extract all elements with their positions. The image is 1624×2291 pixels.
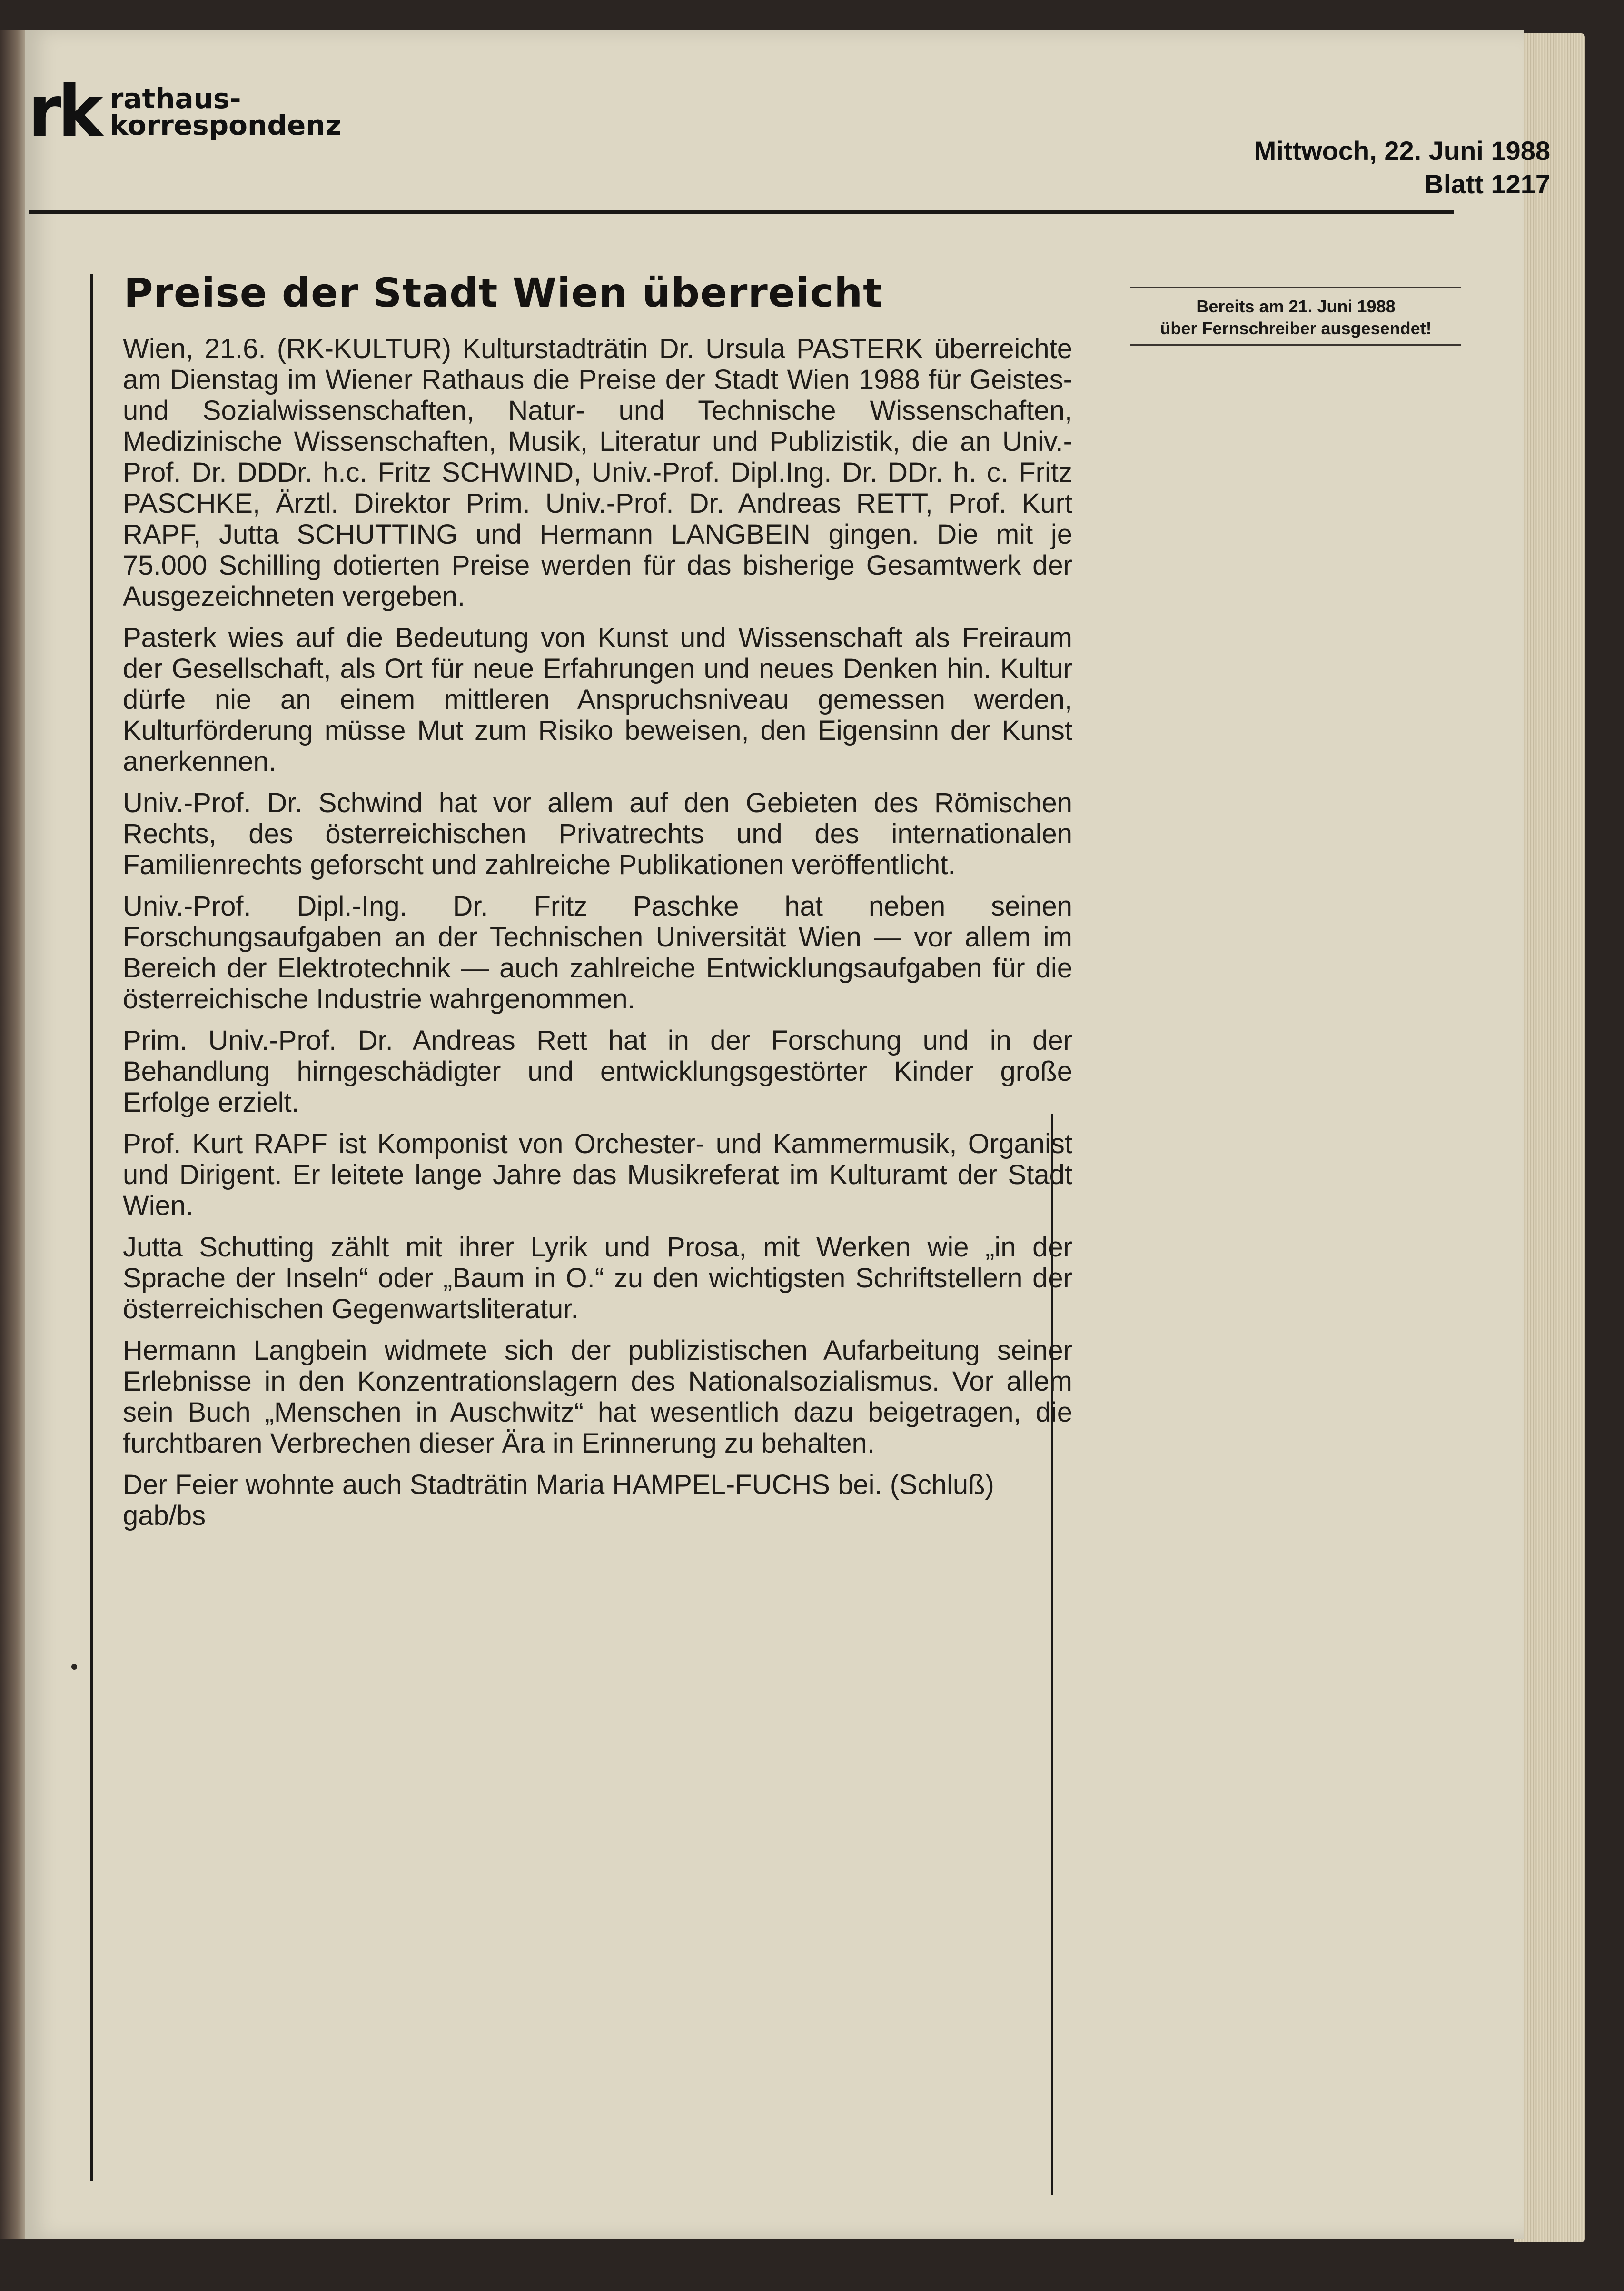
article-body	[123, 333, 1072, 1542]
logo-line-2: korrespondenz	[109, 109, 342, 141]
paragraph: Jutta Schutting zählt mit ihrer Lyrik und Prosa, mit Werken wie „in der Sprache der Inseln“ oder „Baum in O.“ zu den wichtigsten Schriftstellern der österreichischen Gegenwartsliteratur.	[123, 1232, 1072, 1325]
date-block	[1254, 134, 1550, 201]
distribution-note	[1130, 287, 1461, 346]
punch-mark	[71, 1664, 77, 1670]
page-stack-edge	[1514, 33, 1585, 2242]
logo-text	[109, 82, 342, 141]
column-rule-left	[90, 274, 93, 2181]
issue-date: Mittwoch, 22. Juni 1988	[1254, 136, 1550, 166]
paragraph: Univ.-Prof. Dipl.-Ing. Dr. Fritz Paschke hat neben seinen Forschungsaufgaben an der Technischen Universität Wien — vor allem im Bereich der Elektrotechnik — auch zahlreiche Entwicklungsaufgaben für die österreichische Industrie wahrgenommen.	[123, 891, 1072, 1015]
logo	[26, 70, 342, 153]
article-title: Preise der Stadt Wien überreicht	[124, 269, 883, 316]
paragraph: Pasterk wies auf die Bedeutung von Kunst und Wissenschaft als Freiraum der Gesellschaft, als Ort für neue Erfahrungen und neues Denken hin. Kultur dürfe nie an einem mittleren Anspruchsniveau gemessen werden, Kulturförderung müsse Mut zum Risiko beweisen, den Eigensinn der Kunst anerkennen.	[123, 622, 1072, 777]
book-binding	[0, 30, 29, 2239]
signature: gab/bs	[123, 1500, 206, 1531]
sheet-number: Blatt 1217	[1424, 169, 1550, 199]
logo-mark: rk	[28, 70, 99, 153]
paragraph: Prof. Kurt RAPF ist Komponist von Orchester- und Kammermusik, Organist und Dirigent. Er leitete lange Jahre das Musikreferat im Kulturamt der Stadt Wien.	[123, 1128, 1072, 1221]
paragraph: Hermann Langbein widmete sich der publizistischen Aufarbeitung seiner Erlebnisse in den Konzentrationslagern des Nationalsozialismus. Vor allem sein Buch „Menschen in Auschwitz“ hat wesentlich dazu beigetragen, die furchtbaren Verbrechen dieser Ära in Erinnerung zu behalten.	[123, 1335, 1072, 1459]
paragraph: Prim. Univ.-Prof. Dr. Andreas Rett hat in der Forschung und in der Behandlung hirngeschädigter und entwicklungsgestörter Kinder große Erfolge erzielt.	[123, 1025, 1072, 1118]
distribution-note-line-2: über Fernschreiber ausgesendet!	[1160, 319, 1432, 338]
distribution-note-line-1: Bereits am 21. Juni 1988	[1196, 297, 1396, 316]
paragraph: Univ.-Prof. Dr. Schwind hat vor allem auf den Gebieten des Römischen Rechts, des österreichischen Privatrechts und des internationalen Familienrechts geforscht und zahlreiche Publikationen veröffentlicht.	[123, 787, 1072, 880]
logo-line-1: rathaus-	[109, 82, 241, 115]
header-divider	[29, 210, 1454, 214]
paragraph: Der Feier wohnte auch Stadträtin Maria HAMPEL-FUCHS bei. (Schluß)	[123, 1469, 994, 1500]
paragraph: Wien, 21.6. (RK-KULTUR) Kulturstadträtin Dr. Ursula PASTERK überreichte am Dienstag im Wiener Rathaus die Preise der Stadt Wien 1988 für Geistes- und Sozialwissenschaften, Natur- und Technische Wissenschaften, Medizinische Wissenschaften, Musik, Literatur und Publizistik, die an Univ.-Prof. Dr. DDDr. h.c. Fritz SCHWIND, Univ.-Prof. Dipl.Ing. Dr. DDr. h. c. Fritz PASCHKE, Ärztl. Direktor Prim. Univ.-Prof. Dr. Andreas RETT, Prof. Kurt RAPF, Jutta SCHUTTING und Hermann LANGBEIN gingen. Die mit je 75.000 Schilling dotierten Preise werden für das bisherige Gesamtwerk der Ausgezeichneten vergeben.	[123, 333, 1072, 612]
